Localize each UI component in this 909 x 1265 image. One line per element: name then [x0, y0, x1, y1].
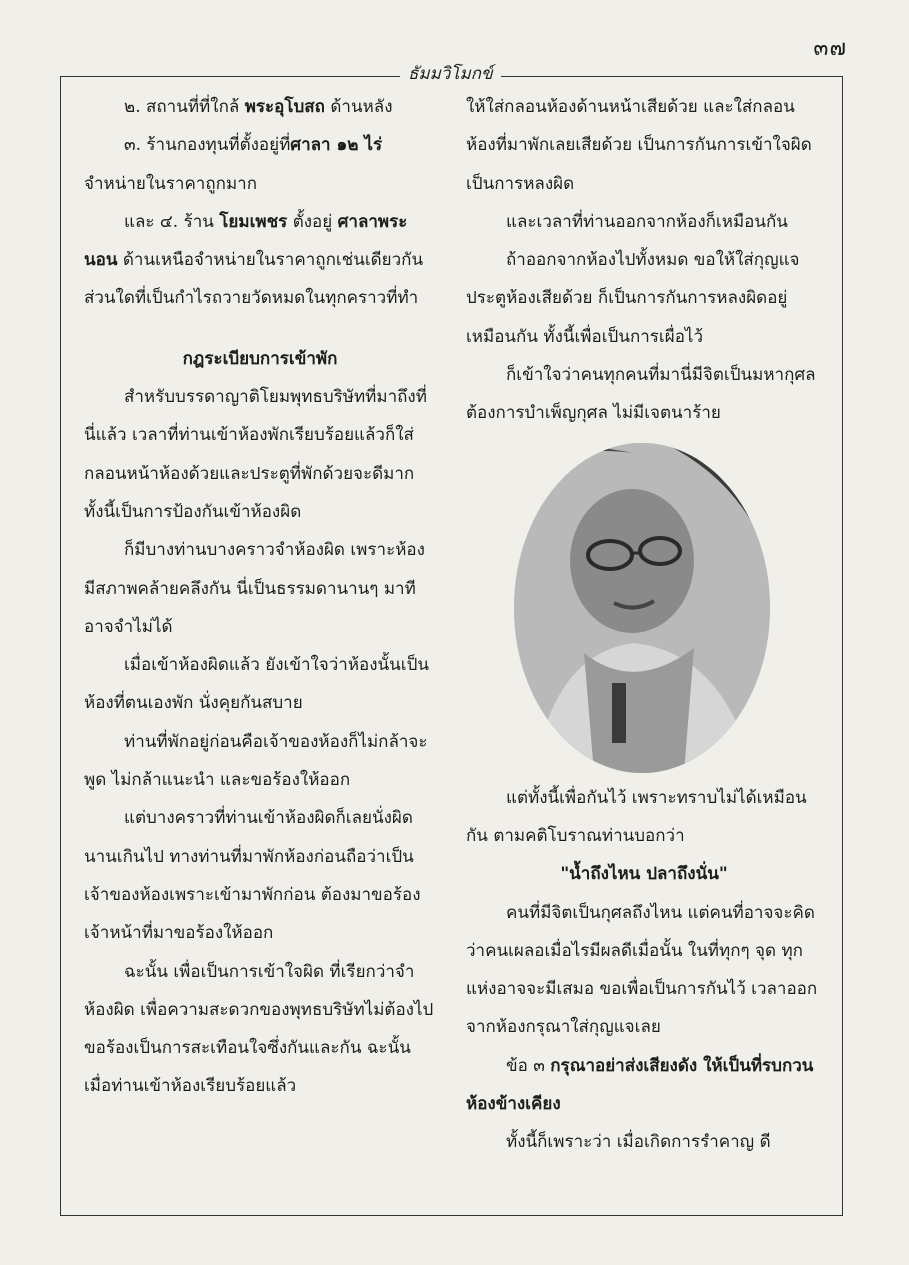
bold-text: กรุณาอย่าส่งเสียงดัง ให้เป็นที่รบกวนห้องข้างเคียง	[466, 1055, 814, 1115]
paragraph: ก็เข้าใจว่าคนทุกคนที่มานี่มีจิตเป็นมหากุศลต้องการบำเพ็ญกุศล ไม่มีเจตนาร้าย	[466, 365, 816, 424]
text: ๓. ร้านกองทุนที่ตั้งอยู่ที่	[124, 135, 291, 156]
monk-portrait-image	[514, 443, 770, 773]
text: ด้านเหนือจำหน่ายในราคาถูกเช่นเดียวกัน ส่วนใดที่เป็นกำไรถวายวัดหมดในทุกคราวที่ทำ	[84, 250, 424, 309]
paragraph: และเวลาที่ท่านออกจากห้องก็เหมือนกัน	[506, 211, 788, 232]
right-column	[466, 88, 822, 1162]
section-heading: กฎระเบียบการเข้าพัก	[182, 348, 338, 369]
text: ข้อ ๓	[506, 1055, 545, 1076]
bold-text: โยมเพชร	[219, 211, 288, 232]
paragraph	[84, 203, 436, 318]
photo-container	[466, 443, 822, 773]
paragraph: คนที่มีจิตเป็นกุศลถึงไหน แต่คนที่อาจจะคิดว่าคนเผลอเมื่อไรมีผลดีเมื่อนั้น ในที่ทุกๆ จุด ทุกแห่งอาจจะมีเสมอ ขอเพื่อเป็นการกันไว้ เวลาออกจากห้องกรุณาใส่กุญแจเลย	[466, 902, 818, 1038]
paragraph: ทั้งนี้ก็เพราะว่า เมื่อเกิดการรำคาญ ดี	[506, 1132, 771, 1153]
paragraph: ก็มีบางท่านบางคราวจำห้องผิด เพราะห้องมีสภาพคล้ายคลึงกัน นี่เป็นธรรมดานานๆ มาทีอาจจำไม่ได้	[84, 540, 425, 637]
paragraph: แต่บางคราวที่ท่านเข้าห้องผิดก็เลยนั่งผิดนานเกินไป ทางท่านที่มาพักห้องก่อนถือว่าเป็นเจ้าของห้องเพราะเข้ามาพักก่อน ต้องมาขอร้องเจ้าหน้าที่มาขอร้องให้ออก	[84, 808, 421, 944]
text: และ ๔. ร้าน	[124, 211, 214, 232]
paragraph: ให้ใส่กลอนห้องด้านหน้าเสียด้วย และใส่กลอนห้องที่มาพักเลยเสียด้วย เป็นการกันการเข้าใจผิด เป็นการหลงผิด	[466, 97, 812, 194]
paragraph: เมื่อเข้าห้องผิดแล้ว ยังเข้าใจว่าห้องนั้นเป็นห้องที่ตนเองพัก นั่งคุยกันสบาย	[84, 655, 430, 714]
bold-text: ศาลาพระนอน	[84, 211, 408, 271]
text: ด้านหลัง	[330, 97, 393, 117]
paragraph	[84, 126, 436, 203]
bold-text: ศาลา ๑๒ ไร่	[290, 135, 383, 156]
text: ๒. สถานที่ที่ใกล้	[124, 97, 240, 117]
paragraph: สำหรับบรรดาญาติโยมพุทธบริษัทที่มาถึงที่นี่แล้ว เวลาที่ท่านเข้าห้องพักเรียบร้อยแล้วก็ใส่กลอนหน้าห้องด้วยและประตูที่พักด้วยจะดีมาก ทั้งนี้เป็นการป้องกันเข้าห้องผิด	[84, 387, 427, 522]
bold-text: พระอุโบสถ	[244, 97, 325, 117]
paragraph	[466, 1047, 822, 1124]
portrait-illustration	[514, 443, 770, 773]
paragraph	[84, 88, 436, 126]
text: ตั้งอยู่	[292, 211, 333, 232]
text: จำหน่ายในราคาถูกมาก	[84, 173, 257, 194]
proverb-quote: "น้ำถึงไหน ปลาถึงนั่น"	[560, 864, 728, 885]
page-number: ๓๗	[813, 36, 847, 61]
paragraph: ท่านที่พักอยู่ก่อนคือเจ้าของห้องก็ไม่กล้าจะพูด ไม่กล้าแนะนำ และขอร้องให้ออก	[84, 731, 428, 791]
left-column	[84, 88, 436, 1106]
paragraph: ฉะนั้น เพื่อเป็นการเข้าใจผิด ที่เรียกว่าจำห้องผิด เพื่อความสะดวกของพุทธบริษัทไม่ต้องไปขอร้องเป็นการสะเทือนใจซึ่งกันและกัน ฉะนั้น เมื่อท่านเข้าห้องเรียบร้อยแล้ว	[84, 961, 434, 1097]
paragraph: แต่ทั้งนี้เพื่อกันไว้ เพราะทราบไม่ได้เหมือนกัน ตามคติโบราณท่านบอกว่า	[466, 787, 807, 846]
paragraph: ถ้าออกจากห้องไปทั้งหมด ขอให้ใส่กุญแจประตูห้องเสียด้วย ก็เป็นการกันการหลงผิดอยู่เหมือนกัน ทั้งนี้เพื่อเป็นการเผื่อไว้	[466, 250, 800, 347]
running-header: ธัมมวิโมกข์	[400, 60, 501, 87]
